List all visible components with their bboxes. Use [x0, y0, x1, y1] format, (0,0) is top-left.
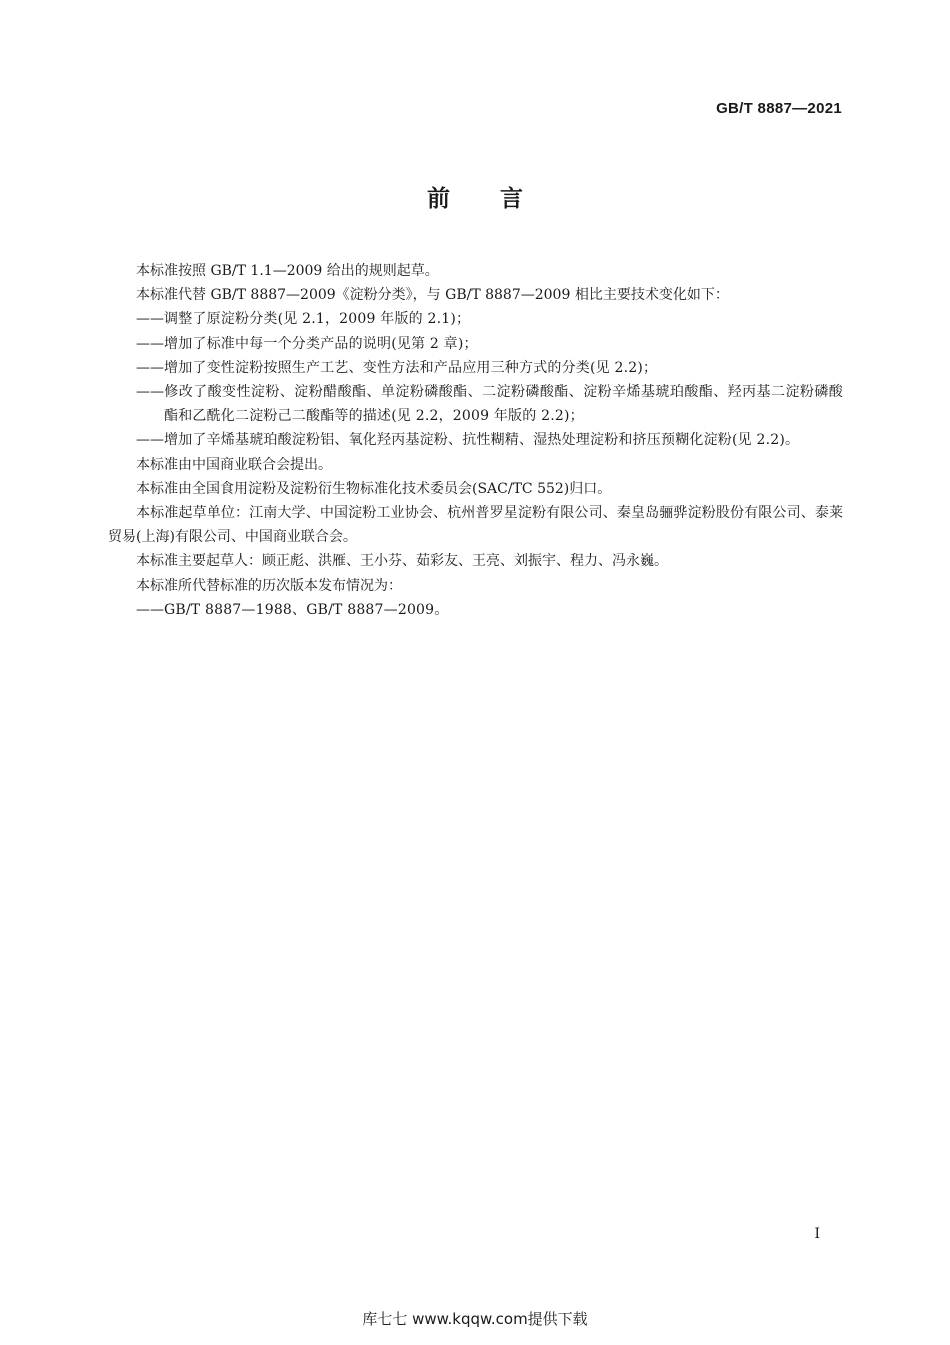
list-item — [108, 428, 843, 452]
paragraph: 本标准主要起草人：顾正彪、洪雁、王小芬、茹彩友、王亮、刘振宇、程力、冯永巍。 — [136, 553, 668, 570]
footer-watermark: 库七七 www.kqqw.com提供下载 — [362, 1310, 588, 1328]
paragraph: 本标准起草单位：江南大学、中国淀粉工业协会、杭州普罗星淀粉有限公司、秦皇岛骊骅淀粉股份有限公司、泰莱贸易(上海)有限公司、中国商业联合会。 — [108, 505, 843, 546]
paragraph: 本标准所代替标准的历次版本发布情况为： — [136, 577, 402, 594]
list-item-text: 调整了原淀粉分类(见 2.1，2009 年版的 2.1)； — [164, 311, 471, 328]
list-item — [108, 332, 843, 356]
list-item — [108, 307, 843, 331]
foreword-body — [108, 259, 843, 622]
paragraph: 本标准由中国商业联合会提出。 — [136, 456, 332, 473]
list-item-text: 增加了辛烯基琥珀酸淀粉铝、氧化羟丙基淀粉、抗性糊精、湿热处理淀粉和挤压预糊化淀粉(见 2.2)。 — [164, 432, 800, 449]
dash-marker: —— — [136, 359, 164, 376]
dash-marker: —— — [136, 384, 164, 401]
dash-marker: —— — [136, 601, 164, 618]
page-title: 前言 — [427, 186, 573, 212]
list-item-text: 修改了酸变性淀粉、淀粉醋酸酯、单淀粉磷酸酯、二淀粉磷酸酯、淀粉辛烯基琥珀酸酯、羟丙基二淀粉磷酸酯和乙酰化二淀粉己二酸酯等的描述(见 2.2，2009 年版的 2.2)； — [164, 384, 843, 425]
paragraph: 本标准代替 GB/T 8887—2009《淀粉分类》，与 GB/T 8887—2009 相比主要技术变化如下： — [136, 287, 729, 304]
list-item — [108, 356, 843, 380]
dash-marker: —— — [136, 432, 164, 449]
list-item-text: 增加了变性淀粉按照生产工艺、变性方法和产品应用三种方式的分类(见 2.2)； — [164, 359, 658, 376]
paragraph: 本标准按照 GB/T 1.1—2009 给出的规则起草。 — [136, 263, 439, 279]
standard-code: GB/T 8887—2021 — [716, 100, 842, 117]
dash-marker: —— — [136, 335, 164, 352]
paragraph: 本标准由全国食用淀粉及淀粉衍生物标准化技术委员会(SAC/TC 552)归口。 — [136, 480, 612, 497]
page-number: I — [814, 1226, 820, 1242]
list-item-text: 增加了标准中每一个分类产品的说明(见第 2 章)； — [164, 335, 478, 352]
list-item — [108, 380, 843, 428]
dash-marker: —— — [136, 311, 164, 328]
list-item-text: GB/T 8887—1988、GB/T 8887—2009。 — [164, 601, 449, 618]
list-item — [108, 598, 843, 622]
